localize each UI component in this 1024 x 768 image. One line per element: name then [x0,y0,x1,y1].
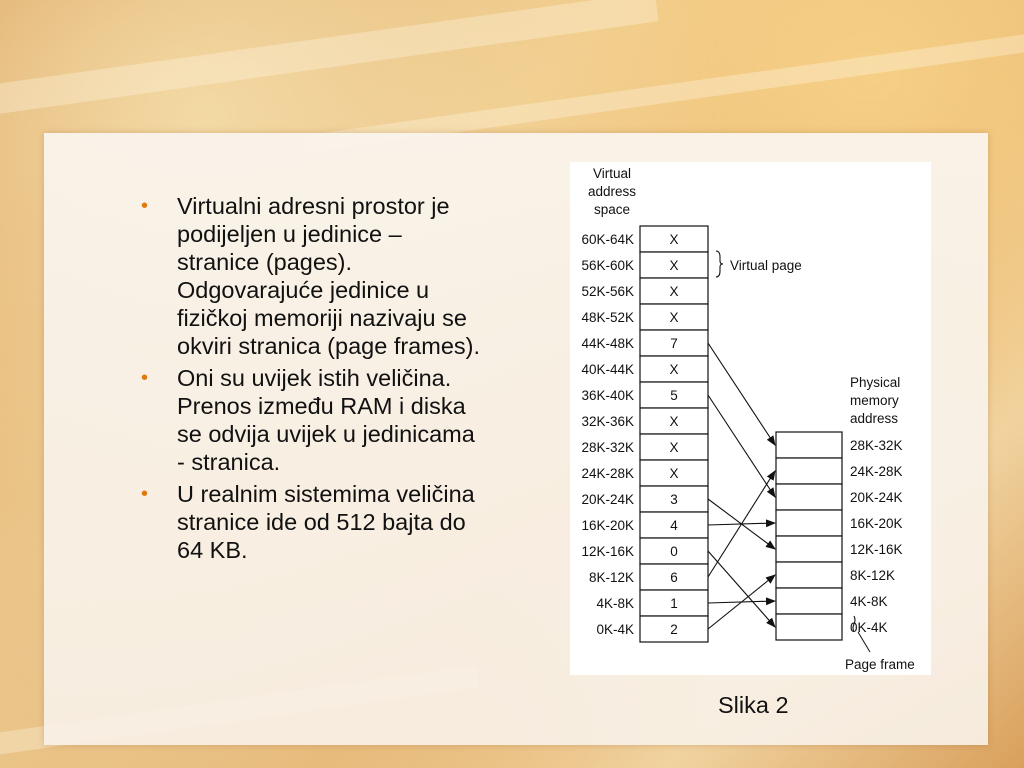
virtual-page-value: 3 [670,492,678,507]
physical-frame-cell [776,562,842,588]
page-mapping-figure [570,162,931,675]
virtual-page-value: X [669,440,679,455]
virtual-page-brace [716,251,723,277]
virtual-page-range: 44K-48K [581,336,634,351]
virtual-page-value: 4 [670,518,678,533]
virtual-page-range: 36K-40K [581,388,634,403]
virtual-page-range: 28K-32K [581,440,634,455]
physical-memory-header: Physical [850,375,901,390]
physical-frame-cell [776,536,842,562]
virtual-page-range: 48K-52K [581,310,634,325]
mapping-arrow [708,343,775,445]
virtual-page-value: X [669,310,679,325]
physical-frame-range: 8K-12K [850,568,896,583]
virtual-page-range: 60K-64K [581,232,634,247]
bullet-item [135,192,480,360]
virtual-page-label: Virtual page [730,258,802,273]
physical-memory-header: address [850,411,899,426]
virtual-page-range: 20K-24K [581,492,634,507]
bullet-icon: • [141,367,149,389]
mapping-arrow [708,551,775,627]
virtual-page-value: X [669,362,679,377]
virtual-space-header: space [593,202,631,217]
physical-memory-header: memory [850,393,899,408]
bullet-list [135,192,480,568]
virtual-page-range: 40K-44K [581,362,634,377]
physical-frame-cell [776,510,842,536]
physical-frame-range: 24K-28K [850,464,903,479]
virtual-page-value: X [669,232,679,247]
bullet-text: Virtualni adresni prostor je podijeljen u jedinice – stranice (pages). Odgovarajuće jedinice u fizičkoj memoriji nazivaju se okviri stranica (page frames). [177,193,480,359]
virtual-page-value: 6 [670,570,678,585]
physical-frame-cell [776,588,842,614]
virtual-page-value: 7 [670,336,678,351]
bullet-icon: • [141,195,149,217]
physical-frame-range: 20K-24K [850,490,903,505]
bullet-item [135,480,480,564]
virtual-page-value: X [669,466,679,481]
virtual-page-value: 2 [670,622,678,637]
physical-frame-range: 28K-32K [850,438,903,453]
virtual-page-value: X [669,258,679,273]
virtual-page-range: 4K-8K [596,596,634,611]
virtual-page-range: 32K-36K [581,414,634,429]
virtual-space-header: address [587,184,637,199]
virtual-page-value: 5 [670,388,678,403]
virtual-page-range: 24K-28K [581,466,634,481]
page-mapping-diagram [570,162,931,675]
physical-frame-range: 16K-20K [850,516,903,531]
virtual-page-range: 8K-12K [588,570,634,585]
physical-frame-cell [776,614,842,640]
mapping-arrow [708,395,775,497]
virtual-page-range: 12K-16K [581,544,634,559]
mapping-arrow [708,471,775,577]
physical-frame-cell [776,484,842,510]
virtual-page-value: X [669,284,679,299]
bullet-item [135,364,480,476]
physical-frame-cell [776,432,842,458]
page-frame-label: Page frame [845,657,915,672]
virtual-page-value: 1 [670,596,678,611]
figure-caption: Slika 2 [718,692,789,718]
page-frame-pointer [858,632,870,652]
bullet-text: U realnim sistemima veličina stranice ide od 512 bajta do 64 KB. [177,481,475,563]
virtual-page-range: 56K-60K [581,258,634,273]
mapping-arrow [708,575,775,629]
virtual-page-range: 16K-20K [581,518,634,533]
physical-frame-range: 4K-8K [850,594,888,609]
virtual-page-range: 52K-56K [581,284,634,299]
virtual-page-value: X [669,414,679,429]
virtual-space-header: Virtual [592,166,632,181]
physical-frame-cell [776,458,842,484]
physical-frame-range: 12K-16K [850,542,903,557]
physical-frame-range: 0K-4K [850,620,888,635]
virtual-page-range: 0K-4K [596,622,634,637]
bullet-icon: • [141,483,149,505]
bullet-text: Oni su uvijek istih veličina. Prenos između RAM i diska se odvija uvijek u jedinicama - stranica. [177,365,475,475]
virtual-page-value: 0 [670,544,678,559]
